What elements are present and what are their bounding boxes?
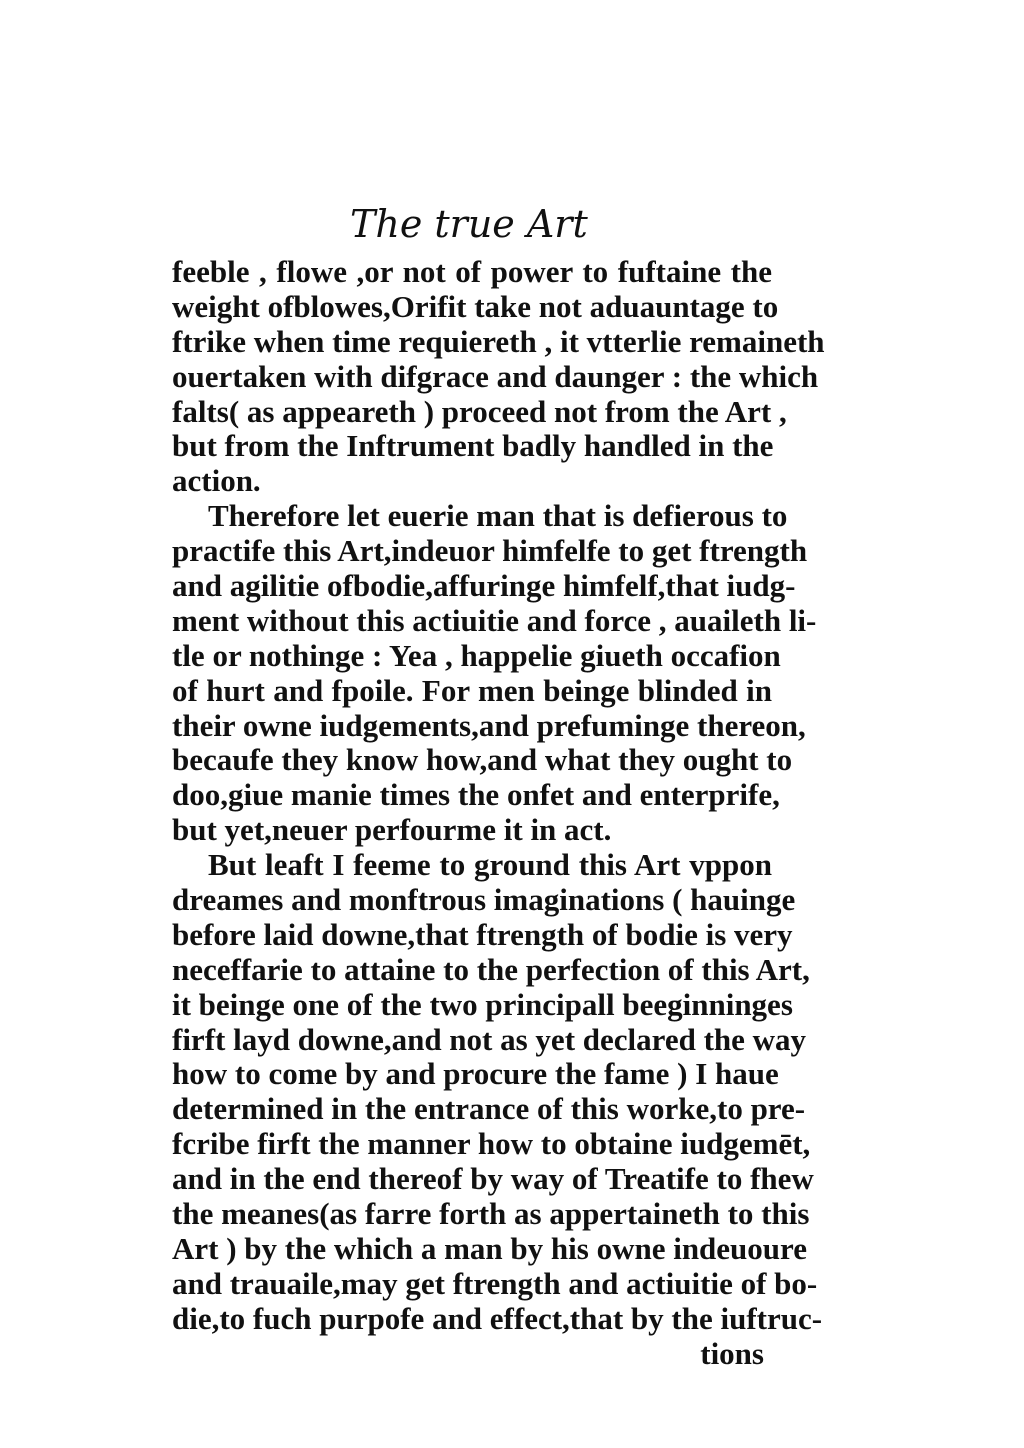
text-line: fcribe firft the manner how to obtaine iudgemēt,	[172, 1126, 811, 1162]
text-line: tle or nothinge : Yea , happelie giueth occafion	[172, 637, 781, 673]
text-line: and trauaile,may get ftrength and actiuitie of bo-	[172, 1265, 818, 1301]
text-line: weight ofblowes,Orifit take not aduauntage to	[172, 288, 779, 324]
text-line: ouertaken with difgrace and daunger : the which	[172, 358, 819, 394]
text-line: of hurt and fpoile. For men beinge blinded in	[172, 672, 772, 708]
text-line: ftrike when time requiereth , it vtterlie remaineth	[172, 323, 825, 359]
text-line: and in the end thereof by way of Treatife to fhew	[172, 1161, 814, 1197]
text-line: ment without this actiuitie and force , auaileth li-	[172, 602, 817, 638]
text-line: die,to fuch purpofe and effect,that by the iuftruc-	[172, 1300, 823, 1336]
text-line: determined in the entrance of this worke,to pre-	[172, 1091, 806, 1127]
text-line: But leaft I feeme to ground this Art vppon	[208, 847, 772, 883]
text-line: their owne iudgements,and prefuminge thereon,	[172, 707, 806, 743]
text-line: becaufe they know how,and what they ought to	[172, 742, 793, 778]
text-line: feeble , flowe ,or not of power to fuftaine the	[172, 254, 772, 289]
text-line: doo,giue manie times the onfet and enterprife,	[172, 777, 780, 813]
text-line: action.	[172, 463, 261, 499]
text-line: falts( as appeareth ) proceed not from the Art ,	[172, 393, 787, 429]
text-line: dreames and monftrous imaginations ( hauinge	[172, 882, 796, 918]
text-line: it beinge one of the two principall beeginninges	[172, 986, 793, 1022]
text-line: firft layd downe,and not as yet declared the way	[172, 1021, 807, 1057]
text-line: neceffarie to attaine to the perfection of this Art,	[172, 951, 810, 987]
running-head: The true Art	[350, 202, 588, 246]
text-line: Art ) by the which a man by his owne indeuoure	[172, 1230, 808, 1266]
catchword: tions	[700, 1335, 764, 1371]
body-text	[172, 254, 825, 1372]
text-line: before laid downe,that ftrength of bodie is very	[172, 916, 793, 952]
text-line: Therefore let euerie man that is defierous to	[208, 498, 788, 534]
text-line: but yet,neuer perfourme it in act.	[172, 812, 612, 848]
text-line: but from the Inftrument badly handled in the	[172, 428, 774, 464]
text-line: the meanes(as farre forth as appertaineth to this	[172, 1196, 810, 1232]
text-line: practife this Art,indeuor himfelfe to get ftrength	[172, 533, 808, 569]
text-line: and agilitie ofbodie,affuringe himfelf,that iudg-	[172, 568, 796, 604]
text-line: how to come by and procure the fame ) I haue	[172, 1056, 779, 1092]
